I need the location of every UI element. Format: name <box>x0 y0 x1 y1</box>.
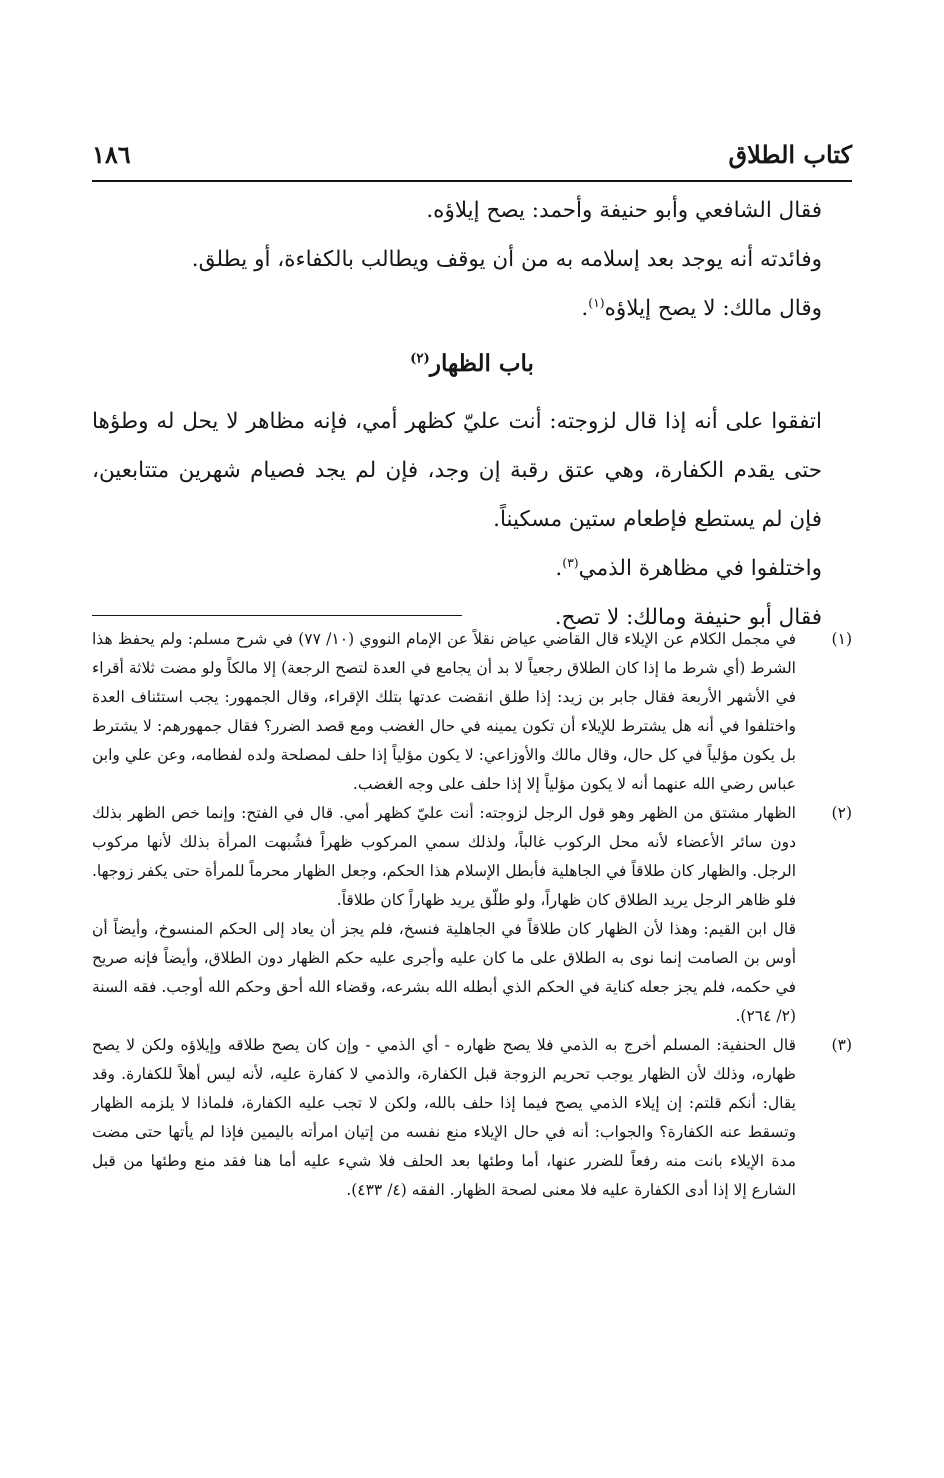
footnote-number: (٢) <box>831 804 852 822</box>
header-divider <box>92 180 852 182</box>
footnote-ref-3: (٣) <box>562 554 579 570</box>
footnote-text-continued: قال ابن القيم: وهذا لأن الظهار كان طلاقاً في الجاهلية فنسخ، فلم يجز أن يعاد إلى الحكم المنسوخ، وأيضاً أن أوس بن الصامت إنما نوى به الطلاق على ما كان عليه وأجرى عليه حكم الظهار دون الطلاق، وأيضاً فإنه صريح في حكمه، فلم يجز جعله كناية في الحكم الذي أبطله الله بشرعه، وقضاء الله أحق وحكم الله أوجب. فقه السنة (٢/ ٢٦٤). <box>92 920 796 1025</box>
paragraph-6: فقال أبو حنيفة ومالك: لا تصح. <box>554 605 822 630</box>
footnote-1 <box>92 625 852 799</box>
running-title: كتاب الطلاق <box>728 140 852 169</box>
footnotes <box>92 625 852 1205</box>
page-number: ١٨٦ <box>92 140 131 169</box>
paragraph-3: وقال مالك: لا يصح إيلاؤه$^{(١)}$. <box>581 294 822 321</box>
paragraph-1: فقال الشافعي وأبو حنيفة وأحمد: يصح إيلاؤه. <box>426 198 822 223</box>
footnote-text: قال الحنفية: المسلم أخرج به الذمي فلا يصح ظهاره - أي الذمي - وإن كان يصح طلاقه وإيلاؤه ولكن لا يصح ظهاره، وذلك لأن الظهار يوجب تحريم الزوجة قبل الكفارة، والذمي لا كفارة عليه، لأنه ليس أهلاً للكفارة. وقد يقال: أنكم قلتم: إن إيلاء الذمي يصح فيما إذا حلف بالله، ولكن لا تجب عليه الكفارة، فلماذا لا يلزمه الظهار وتسقط عنه الكفارة؟ والجواب: أنه في حال الإيلاء منع نفسه من إتيان امرأته باليمين فإذا لم يأتها حتى مضت مدة الإيلاء بانت منه رفعاً للضرر عنها، أما وطئها بعد الحلف فلا شيء عليه أما هنا فقد منع وطئها من قبل الشارع إلا إذا أدى الكفارة عليه فلا معنى لصحة الظهار. الفقه (٤/ ٤٣٣). <box>92 1036 796 1199</box>
running-header <box>92 138 852 182</box>
paragraph-5: واختلفوا في مظاهرة الذمي$^{(٣)}$. <box>555 554 822 581</box>
footnote-2 <box>92 799 852 1031</box>
footnote-3 <box>92 1031 852 1205</box>
footnote-text: في مجمل الكلام عن الإيلاء قال القاضي عياض نقلاً عن الإمام النووي (١٠/ ٧٧) في شرح مسلم: ولم يحفظ هذا الشرط (أي شرط ما إذا كان الطلاق رجعياً لا بد أن يجامع في العدة لتصح الرجعة) إلا مالكاً ولو مضت ثلاثة أقراء في الأشهر الأربعة فقال جابر بن زيد: إذا طلق انقضت عدتها بتلك الإقراء، وقال الجمهور: يجب استئناف العدة واختلفوا في أنه هل يشترط للإيلاء أن تكون يمينه في حال الغضب ومع قصد الضرر؟ فقال جمهورهم: لا يشترط بل يكون مؤلياً في كل حال، وقال مالك والأوزاعي: لا يكون مؤلياً إذا حلف لمصلحة ولده لفطامه، وعن علي وابن عباس رضي الله عنهما أنه لا يكون مؤلياً إلا إذا حلف على وجه الغضب. <box>92 630 796 793</box>
main-text <box>92 186 852 642</box>
paragraph-4: اتفقوا على أنه إذا قال لزوجته: أنت عليّ كظهر أمي، فإنه مظاهر لا يحل له وطؤها حتى يقدم الكفارة، وهي عتق رقبة إن وجد، فإن لم يجد فصيام شهرين متتابعين، فإن لم يستطع فإطعام ستين مسكيناً. <box>92 409 822 532</box>
footnote-number: (٣) <box>831 1036 852 1054</box>
footnote-text: الظهار مشتق من الظهر وهو قول الرجل لزوجته: أنت عليّ كظهر أمي. قال في الفتح: وإنما خص الظهر بذلك دون سائر الأعضاء لأنه محل الركوب غالباً، ولذلك سمي المركوب ظهراً فشُبهت المرأة بذلك لأنها مركوب الرجل. والظهار كان طلاقاً في الجاهلية فأبطل الإسلام هذا الحكم، وجعل الظهار محرماً للمرأة حتى يكفر زوجها. فلو ظاهر الرجل يريد الطلاق كان ظهاراً، ولو طلّق يريد ظهاراً كان طلاقاً. <box>92 804 796 909</box>
footnote-ref-2: (٢) <box>410 350 430 367</box>
paragraph-2: وفائدته أنه يوجد بعد إسلامه به من أن يوقف ويطالب بالكفاءة، أو يطلق. <box>191 247 822 272</box>
footnote-separator <box>92 615 462 616</box>
footnote-ref-1: (١) <box>588 294 605 310</box>
footnote-number: (١) <box>831 630 852 648</box>
chapter-heading: باب الظهار$^{(٢)}$ <box>410 350 534 377</box>
